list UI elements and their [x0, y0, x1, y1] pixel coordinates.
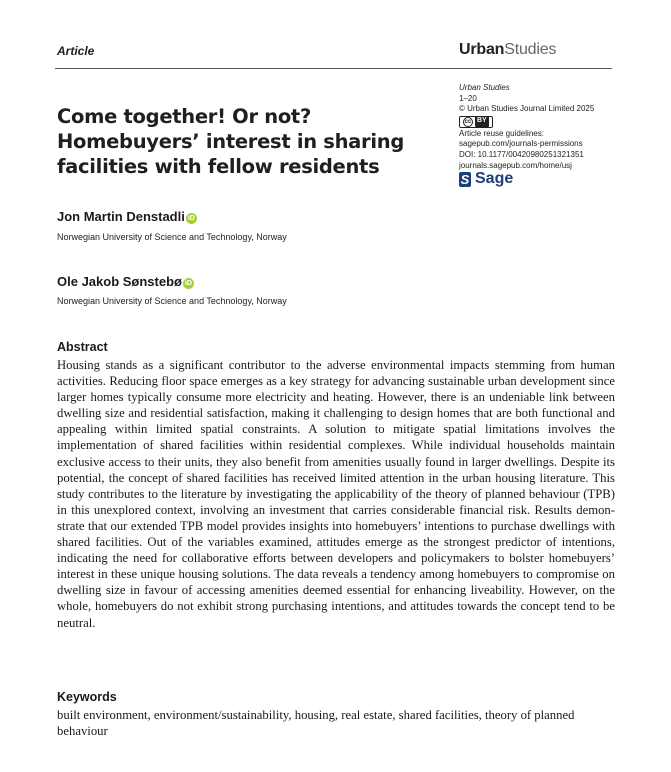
meta-copyright: © Urban Studies Journal Limited 2025	[459, 104, 595, 114]
journal-logo-light: Studies	[504, 41, 557, 58]
sage-s-icon: S	[460, 172, 470, 188]
author-name-text: Jon Martin Denstadli	[57, 209, 185, 224]
author-name	[57, 209, 197, 224]
sage-logo	[459, 172, 659, 187]
keywords-text: built environment, environment/sustainability, housing, real estate, shared facilities, theory of planned behaviour	[57, 708, 575, 739]
abstract-text: Housing stands as a significant contributor to the adverse environmental impacts stemming from human activities. Reducing floor space emerges as a key strategy for advancing sustainable urban development since larger homes typically consume more electricity and heating. However, there is an undeniable link between dwelling size and residential satisfaction, making it challenging to design homes that are both functional and appealing within limited spatial constraints. A solution to mitigate spatial limitations involves the implementation of shared facilities within residential complexes. While individual households maintain exclusive access to their units, they also benefit from amenities usually found in larger dwellings. Despite its potential, the concept of shared facilities has received limited attention in the urban housing literature. This study contributes to the literature by investigating the applicability of the theory of planned behaviour (TPB) in this unexplored context, involving an investment that carries considerable financial risk. Results demonstrate that our extended TPB model provides insights into homebuyers’ intentions to purchase dwellings with shared facilities. Out of the variables examined, attitudes emerge as the strongest predictor of intentions, indicating the need for collaborative efforts between developers and policymakers to bolster homebuyers’ interest in these unique housing solutions. The data reveals a tendency among homebuyers to compromise on dwelling size in favour of accessing amenities deemed essential for enhancing liveability. However, on the whole, homebuyers do not exhibit strong purchasing intentions, and attitudes towards the concept tend to be neutral.	[57, 358, 615, 630]
keywords-heading: Keywords	[57, 690, 117, 704]
article-metadata	[459, 83, 659, 187]
abstract-heading: Abstract	[57, 340, 108, 354]
article-title: Come together! Or not? Homebuyers’ interest in sharing facilities with fellow residents	[57, 105, 404, 178]
author-affiliation: Norwegian University of Science and Technology, Norway	[57, 296, 287, 306]
article-type-label: Article	[57, 44, 95, 58]
orcid-icon[interactable]: iD	[187, 215, 195, 222]
author-name	[57, 274, 194, 289]
meta-doi[interactable]: DOI: 10.1177/00420980251321351	[459, 149, 584, 159]
journal-logo	[459, 41, 556, 59]
cc-label: cc	[464, 118, 472, 125]
sage-wordmark: Sage	[475, 170, 514, 188]
meta-journal-link[interactable]: journals.sagepub.com/home/usj	[459, 160, 572, 170]
meta-journal: Urban Studies	[459, 83, 510, 92]
meta-reuse-link[interactable]: sagepub.com/journals-permissions	[459, 139, 583, 149]
author-name-text: Ole Jakob Sønstebø	[57, 274, 182, 289]
by-label: BY	[475, 116, 489, 127]
orcid-icon[interactable]: iD	[184, 280, 192, 287]
journal-logo-bold: Urban	[459, 41, 505, 58]
meta-reuse-label: Article reuse guidelines:	[459, 128, 544, 138]
author-affiliation: Norwegian University of Science and Technology, Norway	[57, 232, 287, 242]
meta-pages: 1–20	[459, 93, 477, 103]
header-divider	[55, 68, 612, 69]
cc-license-icon[interactable]	[459, 116, 493, 128]
